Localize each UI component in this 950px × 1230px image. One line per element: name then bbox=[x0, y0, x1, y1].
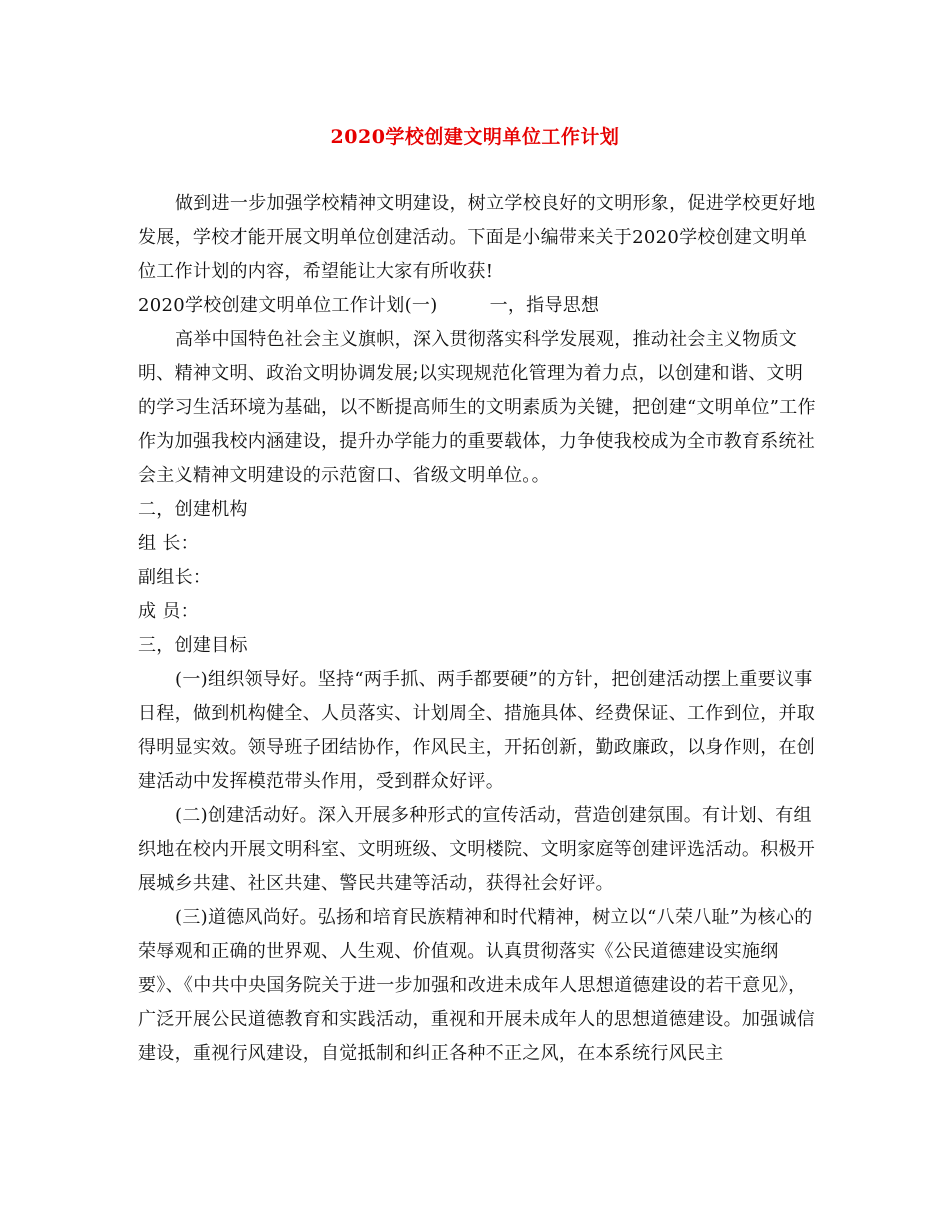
section3-heading: 三，创建目标 bbox=[138, 635, 248, 656]
deputy-leader-line: 副组长： bbox=[138, 567, 212, 588]
goal1-paragraph: (一)组织领导好。坚持“两手抓、两手都要硬”的方针，把创建活动摆上重要议事日程，做到机构健全、人员落实、计划周全、措施具体、经费保证、工作到位，并取得明显实效。领导班子团结协作，作风民主，开拓创新，勤政廉政，以身作则，在创建活动中发挥模范带头作用，受到群众好评。 bbox=[138, 669, 816, 792]
section-title: 2020学校创建文明单位工作计划(一) bbox=[138, 295, 438, 316]
document-body bbox=[138, 187, 818, 1071]
members-line: 成 员： bbox=[138, 601, 199, 622]
section1-paragraph: 高举中国特色社会主义旗帜，深入贯彻落实科学发展观，推动社会主义物质文明、精神文明、政治文明协调发展;以实现规范化管理为着力点，以创建和谐、文明的学习生活环境为基础，以不断提高师生的文明素质为关键，把创建“文明单位”工作作为加强我校内涵建设，提升办学能力的重要载体，力争使我校成为全市教育系统社会主义精神文明建设的示范窗口、省级文明单位。。 bbox=[138, 329, 816, 486]
section2-heading: 二，创建机构 bbox=[138, 499, 248, 520]
leader-line: 组 长： bbox=[138, 533, 199, 554]
section1-heading: 一，指导思想 bbox=[489, 295, 600, 316]
document-title: 2020学校创建文明单位工作计划 bbox=[330, 126, 620, 148]
goal2-paragraph: (二)创建活动好。深入开展多种形式的宣传活动，营造创建氛围。有计划、有组织地在校内开展文明科室、文明班级、文明楼院、文明家庭等创建评选活动。积极开展城乡共建、社区共建、警民共建等活动，获得社会好评。 bbox=[138, 805, 816, 894]
section-title-line bbox=[138, 289, 818, 323]
intro-paragraph: 做到进一步加强学校精神文明建设，树立学校良好的文明形象，促进学校更好地发展，学校才能开展文明单位创建活动。下面是小编带来关于2020学校创建文明单位工作计划的内容，希望能让大家有所收获! bbox=[138, 193, 816, 282]
goal3-paragraph: (三)道德风尚好。弘扬和培育民族精神和时代精神，树立以“八荣八耻”为核心的荣辱观和正确的世界观、人生观、价值观。认真贯彻落实《公民道德建设实施纲要》、《中共中央国务院关于进一步加强和改进未成年人思想道德建设的若干意见》，广泛开展公民道德教育和实践活动，重视和开展未成年人的思想道德建设。加强诚信建设，重视行风建设，自觉抵制和纠正各种不正之风，在本系统行风民主 bbox=[138, 907, 816, 1064]
